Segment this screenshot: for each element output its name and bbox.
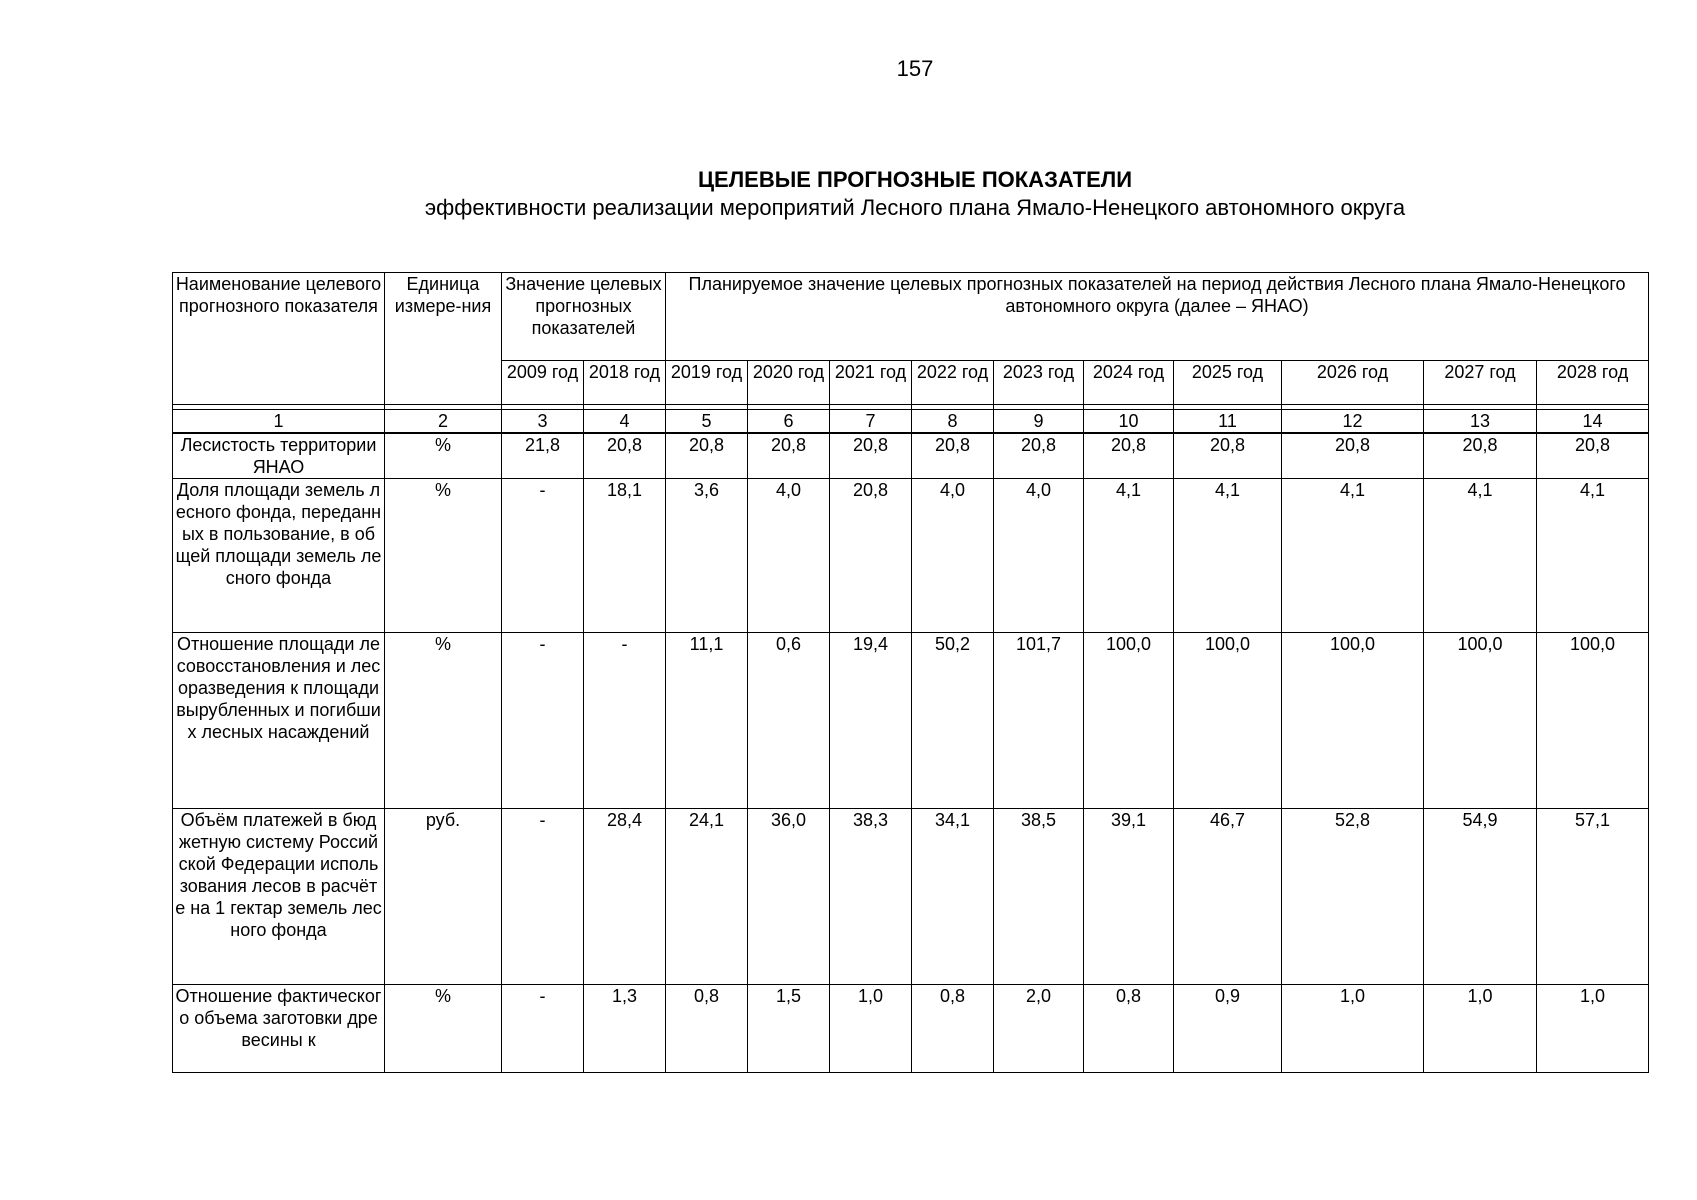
header-unit: Единица измере-ния bbox=[385, 273, 502, 405]
column-number: 14 bbox=[1537, 410, 1649, 434]
indicator-value: 54,9 bbox=[1424, 809, 1537, 985]
table-row bbox=[173, 809, 1649, 985]
header-year: 2025 год bbox=[1174, 361, 1282, 405]
indicator-unit: % bbox=[385, 633, 502, 809]
column-number: 2 bbox=[385, 410, 502, 434]
indicator-name: Лесистость территории ЯНАО bbox=[173, 433, 385, 479]
indicator-value: 11,1 bbox=[666, 633, 748, 809]
title-block bbox=[0, 166, 1697, 222]
document-title: ЦЕЛЕВЫЕ ПРОГНОЗНЫЕ ПОКАЗАТЕЛИ bbox=[697, 167, 1133, 192]
header-planned: Планируемое значение целевых прогнозных показателей на период действия Лесного плана Ямало-Ненецкого автономного округа (далее – ЯНАО) bbox=[666, 273, 1649, 361]
indicator-value: 4,1 bbox=[1084, 479, 1174, 633]
indicator-value: 20,8 bbox=[1084, 433, 1174, 479]
header-year: 2024 год bbox=[1084, 361, 1174, 405]
indicator-value: 101,7 bbox=[994, 633, 1084, 809]
indicator-unit: % bbox=[385, 985, 502, 1073]
indicator-value: 3,6 bbox=[666, 479, 748, 633]
column-number: 7 bbox=[830, 410, 912, 434]
table-row bbox=[173, 433, 1649, 479]
page-number: 157 bbox=[896, 56, 934, 81]
indicator-value: 20,8 bbox=[830, 479, 912, 633]
indicator-value: 20,8 bbox=[1424, 433, 1537, 479]
indicator-value: 1,5 bbox=[748, 985, 830, 1073]
indicators-table bbox=[172, 272, 1649, 1073]
indicator-name: Отношение площади лесовосстановления и лесоразведения к площади вырубленных и погибших лесных насаждений bbox=[173, 633, 385, 809]
indicator-value: 2,0 bbox=[994, 985, 1084, 1073]
indicator-value: 4,1 bbox=[1424, 479, 1537, 633]
indicator-value: 20,8 bbox=[994, 433, 1084, 479]
indicator-value: - bbox=[502, 633, 584, 809]
column-number: 1 bbox=[173, 410, 385, 434]
column-number: 5 bbox=[666, 410, 748, 434]
indicator-value: 100,0 bbox=[1424, 633, 1537, 809]
indicator-value: 1,3 bbox=[584, 985, 666, 1073]
indicator-value: 52,8 bbox=[1282, 809, 1424, 985]
indicator-value: 100,0 bbox=[1537, 633, 1649, 809]
indicator-value: 100,0 bbox=[1084, 633, 1174, 809]
column-number: 11 bbox=[1174, 410, 1282, 434]
column-numbers-row bbox=[173, 410, 1649, 434]
header-year: 2009 год bbox=[502, 361, 584, 405]
indicator-value: 100,0 bbox=[1282, 633, 1424, 809]
indicator-unit: % bbox=[385, 479, 502, 633]
header-year: 2022 год bbox=[912, 361, 994, 405]
indicator-unit: % bbox=[385, 433, 502, 479]
indicator-value: 0,8 bbox=[1084, 985, 1174, 1073]
indicator-value: 1,0 bbox=[830, 985, 912, 1073]
column-number: 4 bbox=[584, 410, 666, 434]
indicator-value: 21,8 bbox=[502, 433, 584, 479]
indicator-value: 46,7 bbox=[1174, 809, 1282, 985]
indicator-value: 0,6 bbox=[748, 633, 830, 809]
indicator-value: 57,1 bbox=[1537, 809, 1649, 985]
header-year: 2026 год bbox=[1282, 361, 1424, 405]
indicator-value: 20,8 bbox=[912, 433, 994, 479]
indicator-value: 20,8 bbox=[1282, 433, 1424, 479]
table-row bbox=[173, 633, 1649, 809]
header-year: 2027 год bbox=[1424, 361, 1537, 405]
table-row bbox=[173, 985, 1649, 1073]
indicator-value: - bbox=[584, 633, 666, 809]
indicator-value: 20,8 bbox=[584, 433, 666, 479]
header-name: Наименование целевого прогнозного показателя bbox=[173, 273, 385, 405]
indicator-value: 4,1 bbox=[1282, 479, 1424, 633]
indicator-value: - bbox=[502, 809, 584, 985]
indicator-value: 0,9 bbox=[1174, 985, 1282, 1073]
indicator-name: Отношение фактического объема заготовки древесины к bbox=[173, 985, 385, 1073]
indicator-name: Доля площади земель лесного фонда, переданных в пользование, в общей площади земель лесного фонда bbox=[173, 479, 385, 633]
header-year: 2021 год bbox=[830, 361, 912, 405]
column-number: 10 bbox=[1084, 410, 1174, 434]
column-number: 12 bbox=[1282, 410, 1424, 434]
column-number: 13 bbox=[1424, 410, 1537, 434]
indicator-value: 38,5 bbox=[994, 809, 1084, 985]
indicator-name: Объём платежей в бюджетную систему Российской Федерации использования лесов в расчёте на 1 гектар земель лесного фонда bbox=[173, 809, 385, 985]
column-number: 3 bbox=[502, 410, 584, 434]
indicator-value: 1,0 bbox=[1537, 985, 1649, 1073]
indicator-value: - bbox=[502, 985, 584, 1073]
column-number: 8 bbox=[912, 410, 994, 434]
indicator-value: 39,1 bbox=[1084, 809, 1174, 985]
indicator-value: 20,8 bbox=[830, 433, 912, 479]
indicator-value: 0,8 bbox=[666, 985, 748, 1073]
indicator-value: 4,1 bbox=[1537, 479, 1649, 633]
indicator-value: 34,1 bbox=[912, 809, 994, 985]
indicator-value: 38,3 bbox=[830, 809, 912, 985]
header-year: 2019 год bbox=[666, 361, 748, 405]
indicator-value: 20,8 bbox=[1174, 433, 1282, 479]
column-number: 6 bbox=[748, 410, 830, 434]
header-year: 2018 год bbox=[584, 361, 666, 405]
header-year: 2020 год bbox=[748, 361, 830, 405]
table-row bbox=[173, 479, 1649, 633]
indicator-value: 20,8 bbox=[666, 433, 748, 479]
indicator-value: 4,1 bbox=[1174, 479, 1282, 633]
indicator-value: 19,4 bbox=[830, 633, 912, 809]
indicator-value: 4,0 bbox=[912, 479, 994, 633]
indicator-value: 4,0 bbox=[994, 479, 1084, 633]
indicator-value: - bbox=[502, 479, 584, 633]
indicator-value: 1,0 bbox=[1282, 985, 1424, 1073]
indicator-value: 20,8 bbox=[1537, 433, 1649, 479]
indicator-value: 28,4 bbox=[584, 809, 666, 985]
column-number: 9 bbox=[994, 410, 1084, 434]
indicator-value: 0,8 bbox=[912, 985, 994, 1073]
indicator-value: 24,1 bbox=[666, 809, 748, 985]
header-values: Значение целевых прогнозных показателей bbox=[502, 273, 666, 361]
indicator-value: 20,8 bbox=[748, 433, 830, 479]
header-year: 2028 год bbox=[1537, 361, 1649, 405]
indicator-value: 1,0 bbox=[1424, 985, 1537, 1073]
document-subtitle: эффективности реализации мероприятий Лесного плана Ямало-Ненецкого автономного округа bbox=[424, 195, 1406, 220]
indicator-value: 4,0 bbox=[748, 479, 830, 633]
indicator-value: 36,0 bbox=[748, 809, 830, 985]
header-year: 2023 год bbox=[994, 361, 1084, 405]
indicator-value: 18,1 bbox=[584, 479, 666, 633]
indicator-unit: руб. bbox=[385, 809, 502, 985]
indicator-value: 100,0 bbox=[1174, 633, 1282, 809]
indicator-value: 50,2 bbox=[912, 633, 994, 809]
